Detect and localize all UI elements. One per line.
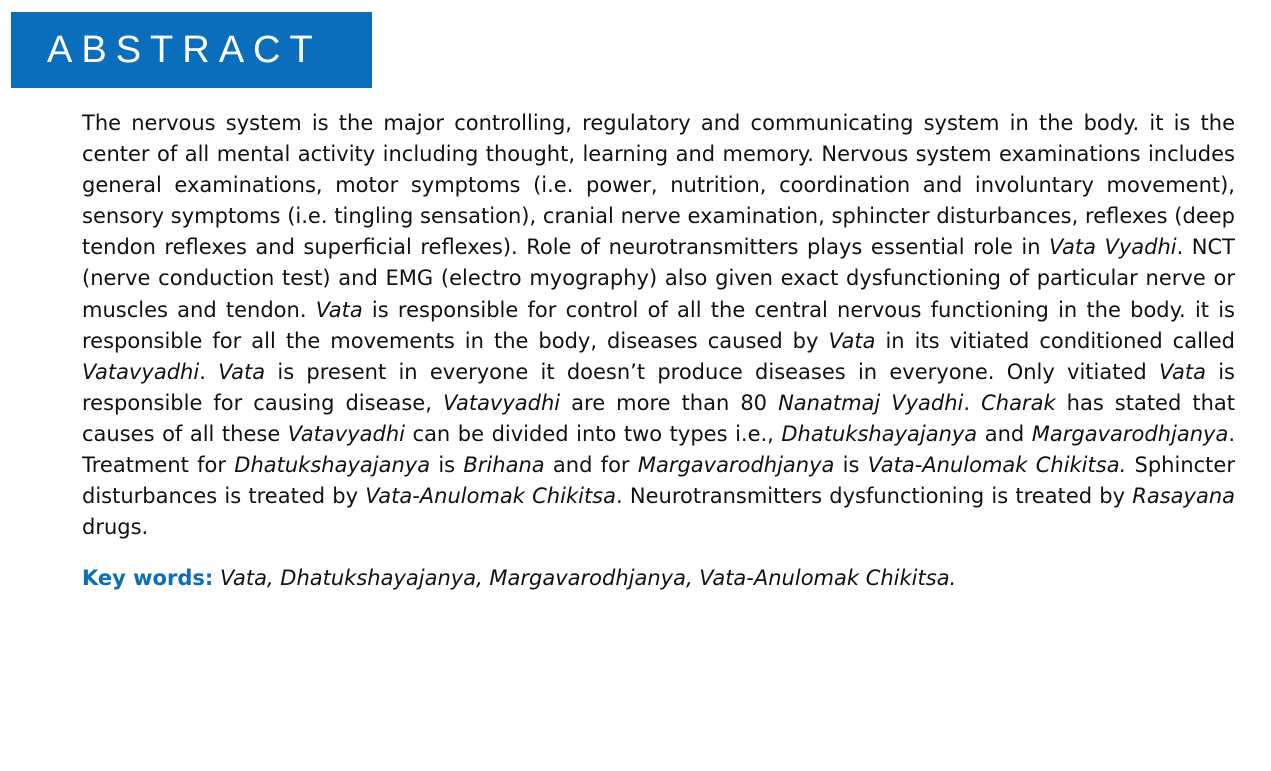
abstract-italic-term: Vata Vyadhi — [1049, 235, 1177, 260]
abstract-text: is responsible for control of all the central nervous functioning in the body. it is responsible for all the movements in the body, diseases caused by — [82, 297, 1235, 353]
abstract-text: and for — [544, 453, 638, 478]
abstract-italic-term: Dhatukshayajanya — [781, 421, 978, 446]
abstract-italic-term: Vata — [828, 328, 876, 353]
abstract-italic-term: Vatavyadhi — [287, 421, 405, 446]
abstract-italic-term: Vata-Anulomak Chikitsa. — [867, 453, 1127, 478]
abstract-italic-term: Vatavyadhi — [442, 390, 561, 415]
abstract-italic-term: Margavarodhjanya — [1031, 421, 1229, 446]
abstract-italic-term: Margavarodhjanya — [637, 453, 835, 478]
abstract-italic-term: Nanatmaj Vyadhi — [778, 390, 964, 415]
abstract-banner — [11, 12, 372, 88]
abstract-italic-term: Dhatukshayajanya — [234, 453, 431, 478]
abstract-text: is responsible for causing disease, — [82, 359, 1235, 415]
abstract-text: . Neurotransmitters dysfunctioning is treated by — [616, 484, 1133, 509]
abstract-italic-term: Vata — [218, 359, 266, 384]
abstract-text: has stated that causes of all these — [82, 390, 1235, 446]
abstract-text: is present in everyone it doesn’t produce diseases in everyone. Only vitiated — [265, 359, 1159, 384]
abstract-text: . Treatment for — [82, 421, 1235, 478]
abstract-italic-term: Vata-Anulomak Chikitsa — [365, 484, 616, 509]
abstract-italic-term: Vata — [1158, 359, 1206, 384]
abstract-italic-term: Rasayana — [1132, 484, 1235, 509]
abstract-paragraph — [82, 108, 1235, 543]
abstract-text: Sphincter disturbances is treated by — [82, 453, 1235, 509]
abstract-text: The nervous system is the major controlling, regulatory and communicating system in the body. it is the center of all mental activity including thought, learning and memory. Nervous system examinations includes general examinations, motor symptoms (i.e. power, nutrition, coordination and involuntary movement), sensory symptoms (i.e. tingling sensation), cranial nerve examination, sphincter disturbances, reflexes (deep tendon reflexes and superficial reflexes). Role of neurotransmitters plays essential role in — [82, 111, 1235, 260]
section-heading: ABSTRACT — [47, 29, 322, 71]
abstract-italic-term: Charak — [981, 390, 1056, 415]
keywords-line — [82, 563, 1235, 594]
abstract-text: . — [199, 359, 219, 384]
abstract-text: . NCT (nerve conduction test) and EMG (electro myography) also given exact dysfunctioning of particular nerve or muscles and tendon. — [82, 235, 1235, 322]
abstract-text: can be divided into two types i.e., — [404, 421, 782, 446]
abstract-text: and — [977, 421, 1032, 446]
abstract-italic-term: Brihana — [463, 453, 545, 478]
keywords-label: Key words: — [82, 566, 214, 590]
abstract-text: drugs. — [82, 515, 149, 540]
keywords-values: Vata, Dhatukshayajanya, Margavarodhjanya, Vata-Anulomak Chikitsa. — [213, 566, 957, 590]
abstract-italic-term: Vata — [315, 297, 363, 322]
abstract-text: is — [834, 453, 868, 478]
abstract-text: in its vitiated conditioned called — [875, 328, 1236, 353]
abstract-text: . — [963, 390, 982, 415]
abstract-text: are more than 80 — [560, 390, 779, 415]
abstract-text: is — [430, 453, 464, 478]
abstract-italic-term: Vatavyadhi — [82, 359, 200, 384]
